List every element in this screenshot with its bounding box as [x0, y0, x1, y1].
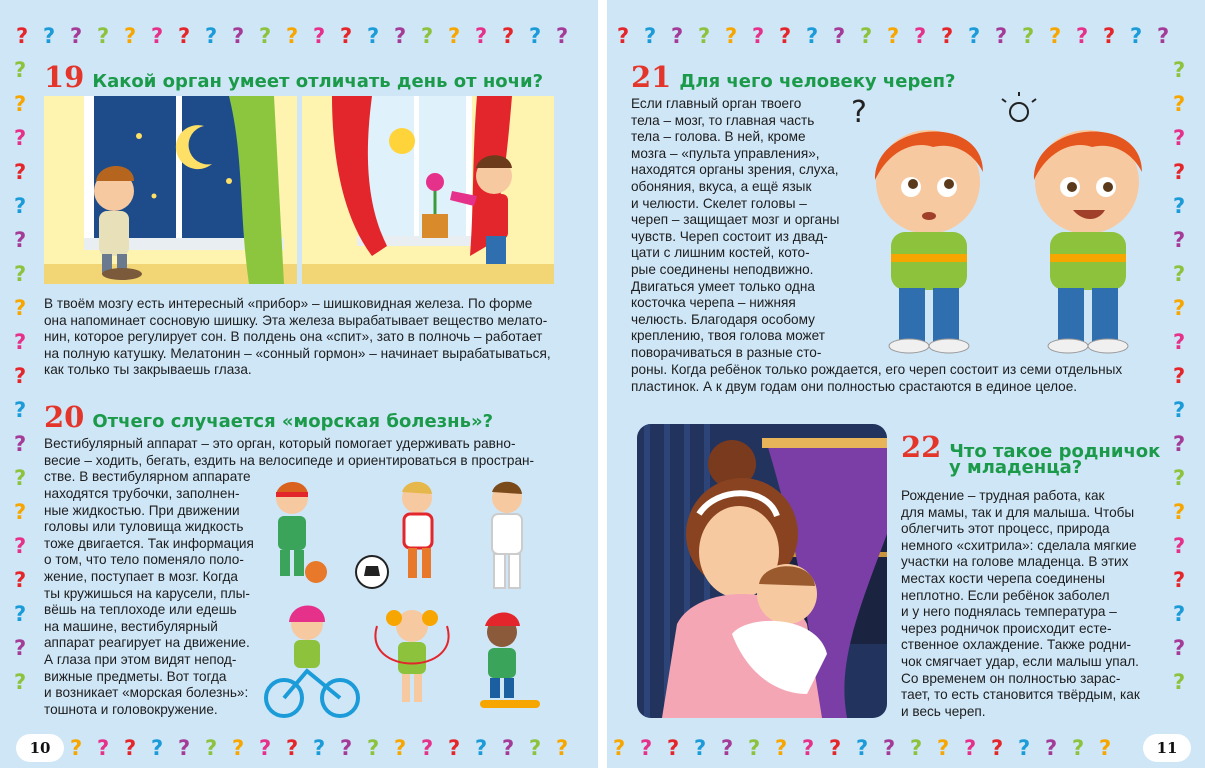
question-mark-icon: ? — [806, 24, 819, 48]
question-mark-icon: ? — [1173, 432, 1186, 456]
question-mark-icon: ? — [1173, 228, 1186, 252]
text-line: она напоминает сосновую шишку. Эта железа вырабатывает вещество мелато- — [44, 312, 548, 328]
active-kids-drawing — [262, 476, 562, 720]
question-mark-icon: ? — [1173, 126, 1186, 150]
text-line: Если главный орган твоего — [631, 96, 802, 111]
question-mark-icon: ? — [14, 296, 27, 320]
section-20-heading — [44, 400, 493, 434]
question-mark-icon: ? — [286, 736, 299, 760]
text-line: роны. Когда ребёнок только рождается, его череп состоит из семи отдельных — [631, 362, 1123, 377]
text-line: жение, поступает в мозг. Когда — [44, 568, 238, 584]
question-mark-icon: ? — [14, 126, 27, 150]
question-mark-icon: ? — [802, 736, 815, 760]
section-19-number: 19 — [44, 60, 85, 94]
text-line: тоже двигается. Так информация — [44, 535, 254, 551]
question-mark-icon: ? — [14, 398, 27, 422]
question-mark-icon: ? — [124, 736, 137, 760]
question-mark-icon: ? — [721, 736, 734, 760]
question-mark-icon: ? — [752, 24, 765, 48]
page-number-left: 10 — [16, 734, 64, 762]
text-line: головы или туловища жидкость — [44, 519, 244, 535]
text-line: для мамы, так и для малыша. Чтобы — [901, 504, 1135, 520]
text-line: А глаза при этом видят непод- — [44, 651, 237, 667]
question-mark-icon: ? — [70, 736, 83, 760]
text-line: нин, которое регулирует сон. В полдень она «спит», зато в полночь – работает — [44, 329, 543, 345]
text-line: стве. В вестибулярном аппарате — [44, 469, 251, 485]
section-21-number: 21 — [631, 60, 672, 94]
question-mark-icon: ? — [1018, 736, 1031, 760]
section-20-number: 20 — [44, 400, 85, 434]
question-mark-icon: ? — [995, 24, 1008, 48]
question-mark-icon: ? — [394, 736, 407, 760]
question-mark-icon: ? — [1173, 568, 1186, 592]
text-line: ты кружишься на карусели, плы- — [44, 585, 250, 601]
text-line: через родничок происходит есте- — [901, 620, 1112, 636]
text-line: тела – голова. В ней, кроме — [631, 129, 806, 145]
question-mark-icon: ? — [667, 736, 680, 760]
question-mark-icon: ? — [613, 736, 626, 760]
text-line: Вестибулярный аппарат – это орган, который помогает удерживать равно- — [44, 436, 516, 451]
text-line: немного «схитрила»: сделала мягкие — [901, 537, 1137, 553]
question-mark-icon: ? — [775, 736, 788, 760]
question-mark-icon: ? — [1049, 24, 1062, 48]
question-mark-icon: ? — [475, 736, 488, 760]
page-gutter — [598, 0, 607, 768]
question-mark-icon: ? — [1173, 602, 1186, 626]
question-mark-icon: ? — [1173, 92, 1186, 116]
question-mark-icon: ? — [964, 736, 977, 760]
text-line: вижные предметы. Вот тогда — [44, 668, 227, 684]
question-mark-icon: ? — [14, 364, 27, 388]
question-mark-icon: ? — [421, 736, 434, 760]
text-line: и весь череп. — [901, 703, 986, 719]
question-mark-icon: ? — [556, 736, 569, 760]
question-mark-icon: ? — [14, 534, 27, 558]
question-mark-icon: ? — [367, 736, 380, 760]
question-mark-icon: ? — [43, 24, 56, 48]
thinking-boys-drawing — [843, 92, 1173, 356]
text-line: тает, то есть становится твёрдым, как — [901, 687, 1140, 703]
text-line: чок смягчает удар, если малыш упал. — [901, 653, 1139, 669]
question-mark-icon: ? — [97, 24, 110, 48]
text-line: облегчить этот процесс, природа — [901, 521, 1110, 537]
question-mark-icon: ? — [340, 24, 353, 48]
section-21-text-column — [631, 96, 861, 362]
question-mark-icon: ? — [1072, 736, 1085, 760]
question-mark-icon: ? — [1173, 636, 1186, 660]
question-mark-icon: ? — [448, 736, 461, 760]
illustration-active-kids — [262, 476, 562, 720]
text-line: тела – мозг, то главная часть — [631, 112, 815, 128]
question-mark-icon: ? — [1173, 330, 1186, 354]
question-mark-icon: ? — [1130, 24, 1143, 48]
text-line: местах кости черепа соединены — [901, 570, 1106, 586]
question-mark-icon: ? — [694, 736, 707, 760]
question-mark-icon: ? — [232, 736, 245, 760]
question-mark-icon: ? — [394, 24, 407, 48]
question-mark-icon: ? — [1103, 24, 1116, 48]
question-mark-icon: ? — [70, 24, 83, 48]
question-mark-icon: ? — [14, 58, 27, 82]
right-page — [607, 0, 1205, 768]
text-line: пластинок. А к двум годам они полностью срастаются в единое целое. — [631, 378, 1078, 394]
text-line: чувств. Череп состоит из двад- — [631, 228, 828, 244]
question-mark-icon: ? — [14, 262, 27, 286]
question-mark-icon: ? — [1173, 670, 1186, 694]
question-mark-icon: ? — [259, 24, 272, 48]
question-mark-icon: ? — [1173, 58, 1186, 82]
question-mark-icon: ? — [640, 736, 653, 760]
text-line: аппарат реагирует на движение. — [44, 635, 250, 651]
text-line: Со временем он полностью зарас- — [901, 670, 1121, 686]
question-mark-icon: ? — [151, 736, 164, 760]
question-mark-icon: ? — [556, 24, 569, 48]
text-line: и возникает «морская болезнь»: — [44, 685, 249, 701]
question-mark-icon: ? — [14, 602, 27, 626]
question-mark-icon: ? — [502, 24, 515, 48]
question-mark-icon: ? — [178, 736, 191, 760]
question-mark-icon: ? — [14, 92, 27, 116]
illustration-night-window — [44, 96, 297, 284]
section-19-title: Какой орган умеет отличать день от ночи? — [92, 71, 544, 92]
question-mark-icon: ? — [779, 24, 792, 48]
text-line: тошнота и головокружение. — [44, 701, 218, 717]
text-line: цати с лишним костей, кото- — [631, 245, 810, 261]
question-mark-icon: ? — [617, 24, 630, 48]
text-line: Двигаться умеет только одна — [631, 278, 815, 294]
left-page — [0, 0, 598, 768]
question-mark-icon: ? — [14, 228, 27, 252]
text-line: и челюсти. Скелет головы – — [631, 195, 807, 211]
illustration-thinking-boys — [843, 92, 1173, 356]
question-mark-icon: ? — [671, 24, 684, 48]
text-line: находятся трубочки, заполнен- — [44, 486, 240, 501]
section-21-text-full — [631, 362, 1171, 395]
section-22-number: 22 — [901, 430, 942, 464]
text-line: В твоём мозгу есть интересный «прибор» – шишковидная железа. По форме — [44, 296, 533, 311]
day-window-drawing — [302, 96, 554, 284]
section-21-title: Для чего человеку череп? — [679, 71, 956, 92]
section-20-text-column — [44, 486, 259, 718]
question-mark-icon: ? — [178, 24, 191, 48]
question-mark-icon: ? — [937, 736, 950, 760]
question-mark-icon: ? — [1173, 364, 1186, 388]
section-20-title: Отчего случается «морская болезнь»? — [92, 411, 494, 432]
question-mark-icon: ? — [941, 24, 954, 48]
question-mark-icon: ? — [124, 24, 137, 48]
question-mark-icon: ? — [448, 24, 461, 48]
question-mark-icon: ? — [887, 24, 900, 48]
question-mark-icon: ? — [860, 24, 873, 48]
question-mark-icon: ? — [914, 24, 927, 48]
question-mark-icon: ? — [14, 636, 27, 660]
section-22-text — [901, 488, 1181, 720]
question-mark-icon: ? — [232, 24, 245, 48]
question-mark-icon: ? — [1099, 736, 1112, 760]
question-mark-icon: ? — [16, 24, 29, 48]
section-22-title-line-1: Что такое родничок — [949, 441, 1161, 462]
question-mark-icon: ? — [340, 736, 353, 760]
question-mark-icon: ? — [968, 24, 981, 48]
question-mark-icon: ? — [475, 24, 488, 48]
question-mark-icon: ? — [856, 736, 869, 760]
question-mark-icon: ? — [1173, 160, 1186, 184]
question-mark-icon: ? — [286, 24, 299, 48]
text-line: обоняния, вкуса, а ещё язык — [631, 178, 812, 194]
text-line: находятся органы зрения, слуха, — [631, 162, 839, 178]
text-line: вёшь на теплоходе или едешь — [44, 602, 237, 618]
text-line: неплотно. Если ребёнок заболел — [901, 587, 1110, 603]
question-mark-icon: ? — [529, 736, 542, 760]
illustration-mother-baby — [637, 424, 887, 718]
text-line: и у него поднялась температура – — [901, 604, 1117, 620]
question-mark-icon: ? — [1173, 296, 1186, 320]
question-mark-icon: ? — [14, 568, 27, 592]
question-mark-icon: ? — [529, 24, 542, 48]
question-mark-icon: ? — [883, 736, 896, 760]
text-line: на машине, вестибулярный — [44, 618, 218, 634]
question-mark-icon: ? — [1173, 398, 1186, 422]
section-19-text — [44, 296, 574, 379]
text-line: рые соединены неподвижно. — [631, 261, 814, 277]
question-mark-icon: ? — [502, 736, 515, 760]
question-mark-icon: ? — [14, 500, 27, 524]
question-mark-icon: ? — [14, 670, 27, 694]
question-mark-icon: ? — [991, 736, 1004, 760]
question-mark-icon: ? — [14, 432, 27, 456]
question-mark-icon: ? — [367, 24, 380, 48]
question-mark-icon: ? — [1045, 736, 1058, 760]
question-mark-icon: ? — [833, 24, 846, 48]
text-line: череп – защищает мозг и органы — [631, 212, 840, 228]
question-mark-icon: ? — [205, 736, 218, 760]
question-mark-icon: ? — [259, 736, 272, 760]
text-line: Рождение – трудная работа, как — [901, 488, 1105, 503]
text-line: ные жидкостью. При движении — [44, 502, 240, 518]
question-mark-icon: ? — [644, 24, 657, 48]
text-line: участки на голове младенца. В этих — [901, 554, 1129, 570]
text-line: челюсть. Благодаря особому — [631, 311, 815, 327]
section-21-heading — [631, 60, 955, 94]
question-mark-icon: ? — [313, 24, 326, 48]
question-mark-icon: ? — [1173, 194, 1186, 218]
question-mark-icon: ? — [14, 194, 27, 218]
text-line: креплению, твоя голова может — [631, 328, 825, 344]
text-line: о том, что тело поменяло поло- — [44, 552, 244, 568]
question-mark-icon: ? — [1157, 24, 1170, 48]
question-mark-icon: ? — [1173, 500, 1186, 524]
question-mark-icon: ? — [313, 736, 326, 760]
question-mark-icon: ? — [748, 736, 761, 760]
question-mark-icon: ? — [421, 24, 434, 48]
section-19-heading — [44, 60, 543, 94]
question-mark-icon: ? — [829, 736, 842, 760]
text-line: поворачиваться в разные сто- — [631, 344, 822, 360]
question-mark-icon: ? — [1022, 24, 1035, 48]
section-22-title-line-2: у младенца? — [949, 457, 1083, 478]
svg-text:?: ? — [851, 95, 867, 130]
text-line: весие – ходить, бегать, ездить на велосипеде и ориентироваться в простран- — [44, 452, 535, 468]
text-line: как только ты закрываешь глаза. — [44, 362, 252, 378]
question-mark-icon: ? — [1173, 534, 1186, 558]
question-mark-icon: ? — [1076, 24, 1089, 48]
night-window-drawing — [44, 96, 297, 284]
question-mark-icon: ? — [205, 24, 218, 48]
illustration-day-window — [302, 96, 554, 284]
question-mark-icon: ? — [1173, 262, 1186, 286]
question-mark-icon: ? — [14, 466, 27, 490]
text-line: ственное охлаждение. Также родни- — [901, 637, 1132, 653]
text-line: косточка черепа – нижняя — [631, 295, 796, 311]
question-mark-icon: ? — [698, 24, 711, 48]
text-line: мозга – «пульта управления», — [631, 145, 820, 161]
question-mark-icon: ? — [725, 24, 738, 48]
question-mark-icon: ? — [910, 736, 923, 760]
question-mark-icon: ? — [151, 24, 164, 48]
question-mark-icon: ? — [14, 330, 27, 354]
text-line: на полную катушку. Мелатонин – «сонный гормон» – начинает вырабатываться, — [44, 345, 551, 361]
mother-baby-drawing — [637, 424, 887, 718]
question-mark-icon: ? — [1173, 466, 1186, 490]
question-mark-icon: ? — [14, 160, 27, 184]
question-mark-icon: ? — [97, 736, 110, 760]
page-number-right: 11 — [1143, 734, 1191, 762]
